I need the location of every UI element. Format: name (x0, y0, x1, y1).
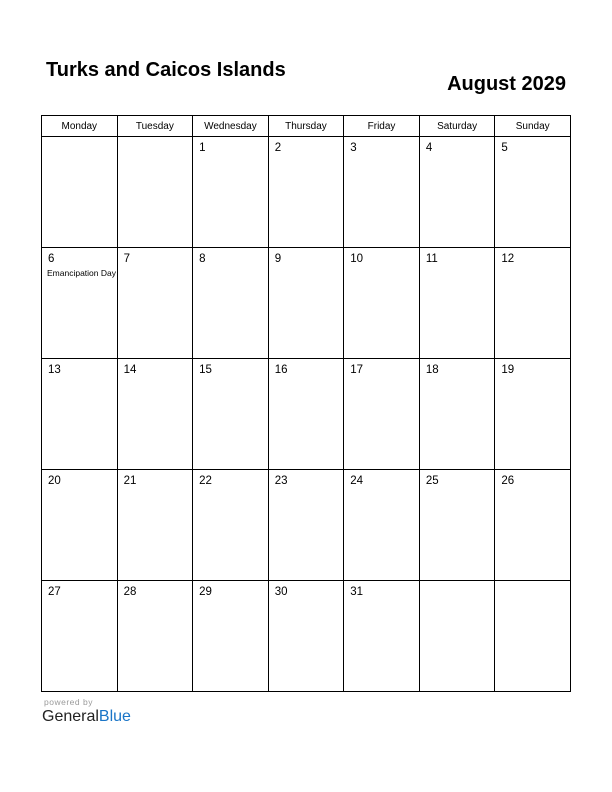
day-number: 28 (123, 586, 137, 598)
weekday-thursday: Thursday (268, 116, 344, 137)
day-number: 9 (274, 253, 282, 265)
day-cell (344, 248, 420, 359)
day-cell (117, 581, 193, 692)
weekday-tuesday: Tuesday (117, 116, 193, 137)
day-number: 2 (274, 142, 282, 154)
day-number: 27 (48, 586, 61, 598)
week-row (42, 359, 571, 470)
day-cell (42, 470, 118, 581)
day-number: 6 (48, 253, 55, 265)
day-cell (419, 248, 495, 359)
day-cell (495, 581, 571, 692)
day-cell (42, 581, 118, 692)
month-title: August 2029 (447, 73, 566, 95)
day-cell (268, 248, 344, 359)
day-number: 5 (501, 142, 508, 154)
day-number (420, 581, 495, 585)
day-cell (495, 248, 571, 359)
day-number: 10 (350, 253, 364, 265)
day-cell (193, 470, 269, 581)
day-cell (42, 248, 118, 359)
calendar-grid (41, 115, 571, 692)
day-cell (495, 137, 571, 248)
day-cell (117, 359, 193, 470)
day-cell (344, 581, 420, 692)
brand-blue-text: Blue (98, 708, 131, 725)
day-cell (193, 581, 269, 692)
day-cell (193, 359, 269, 470)
day-cell (344, 137, 420, 248)
weekday-sunday: Sunday (495, 116, 571, 137)
day-number: 8 (199, 253, 206, 265)
day-number (118, 137, 193, 141)
week-row (42, 470, 571, 581)
day-cell (268, 470, 344, 581)
day-number (495, 581, 570, 585)
day-cell (419, 359, 495, 470)
day-cell (193, 248, 269, 359)
weekday-monday: Monday (42, 116, 118, 137)
day-cell (268, 359, 344, 470)
day-number (42, 137, 117, 141)
day-number: 29 (199, 586, 212, 598)
day-number: 23 (274, 475, 288, 487)
day-number: 11 (425, 253, 438, 265)
day-cell (344, 470, 420, 581)
weekday-header-row (42, 116, 571, 137)
day-number: 21 (123, 475, 137, 487)
day-number: 30 (274, 586, 288, 598)
day-number: 3 (350, 142, 357, 154)
day-cell (419, 581, 495, 692)
day-number: 18 (425, 364, 439, 376)
day-cell (268, 581, 344, 692)
day-number: 22 (199, 475, 212, 487)
day-number: 13 (48, 364, 61, 376)
day-number: 7 (123, 253, 130, 265)
day-number: 26 (501, 475, 515, 487)
day-cell (495, 470, 571, 581)
day-number: 16 (274, 364, 288, 376)
day-number: 19 (501, 364, 515, 376)
day-number: 20 (48, 475, 61, 487)
day-cell (495, 359, 571, 470)
day-number: 31 (350, 586, 364, 598)
weekday-saturday: Saturday (419, 116, 495, 137)
day-number: 24 (350, 475, 364, 487)
day-cell (344, 359, 420, 470)
weekday-friday: Friday (344, 116, 420, 137)
day-cell (419, 137, 495, 248)
week-row (42, 581, 571, 692)
day-number: 1 (199, 142, 206, 154)
footer-branding (42, 697, 131, 726)
week-row (42, 137, 571, 248)
week-row (42, 248, 571, 359)
day-cell (268, 137, 344, 248)
day-cell (117, 137, 193, 248)
day-number: 17 (350, 364, 364, 376)
day-cell (42, 137, 118, 248)
weekday-wednesday: Wednesday (193, 116, 269, 137)
brand-general-text: General (42, 708, 99, 725)
day-cell (117, 470, 193, 581)
day-cell (193, 137, 269, 248)
day-cell (419, 470, 495, 581)
day-number: 14 (123, 364, 137, 376)
generalblue-logo (42, 708, 131, 726)
day-number: 15 (199, 364, 212, 376)
day-number: 12 (501, 253, 515, 265)
day-number: 4 (425, 142, 433, 154)
day-cell (117, 248, 193, 359)
day-number: 25 (425, 475, 439, 487)
day-cell (42, 359, 118, 470)
powered-by-label: powered by (44, 697, 93, 707)
holiday-label: Emancipation Day (47, 268, 116, 278)
region-title: Turks and Caicos Islands (46, 59, 286, 81)
